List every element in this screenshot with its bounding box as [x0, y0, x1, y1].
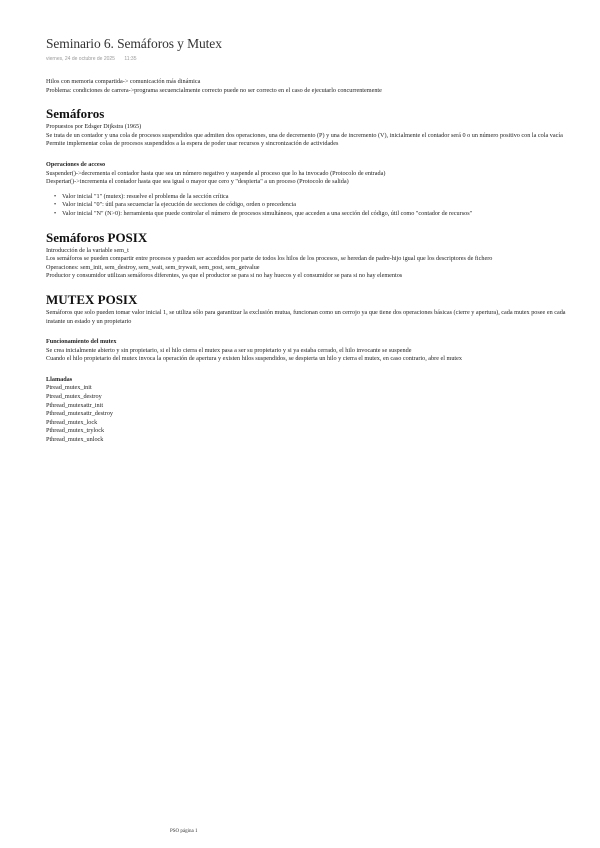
- page-footer: PSO página 1: [170, 829, 198, 834]
- call-item: Ptread_mutex_destroy: [46, 393, 102, 401]
- note-metadata: [46, 56, 566, 62]
- text-line: Suspender()->decrementa el contador hasta que sea un número negativo y suspende al proceso que lo ha invocado (Protocolo de entrada): [46, 169, 386, 177]
- text-line: Cuando el hilo propietario del mutex invoca la operación de apertura y existen hilos suspendidos, se despierta un hilo y cierra el mutex, en caso contrario, abre el mutex: [46, 355, 462, 363]
- section-heading: MUTEX POSIX: [46, 291, 138, 307]
- call-item: Pthread_mutex_unlock: [46, 436, 104, 444]
- list-item: • Valor inicial "N" (N>0): herramienta que puede controlar el número de procesos simultáneos, que acceden a una sección del código, útil como "contador de recursos": [54, 210, 566, 219]
- bullet-list: [46, 193, 566, 219]
- semaforos-section: [46, 107, 566, 218]
- section-heading: Semáforos POSIX: [46, 229, 148, 245]
- call-item: Ptread_mutex_init: [46, 384, 92, 392]
- text-line: Se trata de un contador y una cola de procesos suspendidos que admiten dos operaciones, una de decremento (P) y una de incremento (V), inicialmente el contador será 0 o un número positivo con la cola vacía: [46, 131, 563, 139]
- text-line: Semáforos que solo pueden tomar valor inicial 1, se utiliza sólo para garantizar la exclusión mutua, funcionan como un cerrojo ya que tiene dos operaciones básicas (cierre y apertura), cada mutex posee en cada instante un estado y un propietario: [46, 308, 566, 325]
- page-title: Seminario 6. Semáforos y Mutex: [46, 36, 222, 51]
- text-line: Los semáforos se pueden compartir entre procesos y pueden ser accedidos por parte de todos los hilos de los procesos, se heredan de padre-hijo igual que los descriptores de fichero: [46, 255, 493, 263]
- call-item: Pthread_mutex_lock: [46, 418, 98, 426]
- mutex-section: [46, 293, 566, 445]
- posix-section: [46, 231, 566, 281]
- text-line: Propuestos por Edsger Dijkstra (1965): [46, 123, 142, 131]
- call-item: Pthread_mutex_trylock: [46, 427, 105, 435]
- text-line: Operaciones: sem_init, sem_destroy, sem_wait, sem_trywait, sem_post, sem_getvalue: [46, 263, 260, 271]
- text-line: Despertar()->incrementa el contador hasta que sea igual o mayor que cero y "despierta" a un proceso (Protocolo de salida): [46, 178, 349, 186]
- text-line: Introducción de la variable sem_t: [46, 246, 129, 254]
- text-line: Se crea inicialmente abierto y sin propietario, si el hilo cierra el mutex pasa a ser su propietario y si ya estaba cerrado, el hilo invocante se suspende: [46, 346, 412, 354]
- subsection-heading: Funcionamiento del mutex: [46, 338, 117, 346]
- text-line: Hilos con memoria compartida-> comunicación más dinámica: [46, 78, 201, 85]
- note-date: viernes, 24 de octubre de 2025: [46, 56, 115, 62]
- call-item: Pthread_mutexattr_destroy: [46, 410, 114, 418]
- note-time: 11:35: [124, 56, 137, 62]
- text-line: Productor y consumidor utilizan semáforos diferentes, ya que el productor se para si no hay huecos y el consumidor se para si no hay elementos: [46, 272, 403, 280]
- call-item: Pthread_mutexattr_init: [46, 401, 104, 409]
- list-item: • Valor inicial "0": útil para secuenciar la ejecución de secciones de código, orden o precedencia: [54, 201, 566, 210]
- subsection-heading: Llamadas: [46, 375, 73, 383]
- list-item: • Valor inicial "1" (mutex): resuelve el problema de la sección crítica: [54, 193, 566, 202]
- subsection-heading: Operaciones de acceso: [46, 160, 106, 168]
- section-heading: Semáforos: [46, 106, 105, 122]
- text-line: Permite implementar colas de procesos suspendidos a la espera de poder usar recursos y sincronización de actividades: [46, 140, 339, 148]
- text-line: Problema: condiciones de carrera->programa secuencialmente correcto puede no ser correcto en el caso de ejecutarlo concurrentemente: [46, 86, 382, 94]
- intro-section: [46, 78, 566, 95]
- note-page: [46, 36, 566, 445]
